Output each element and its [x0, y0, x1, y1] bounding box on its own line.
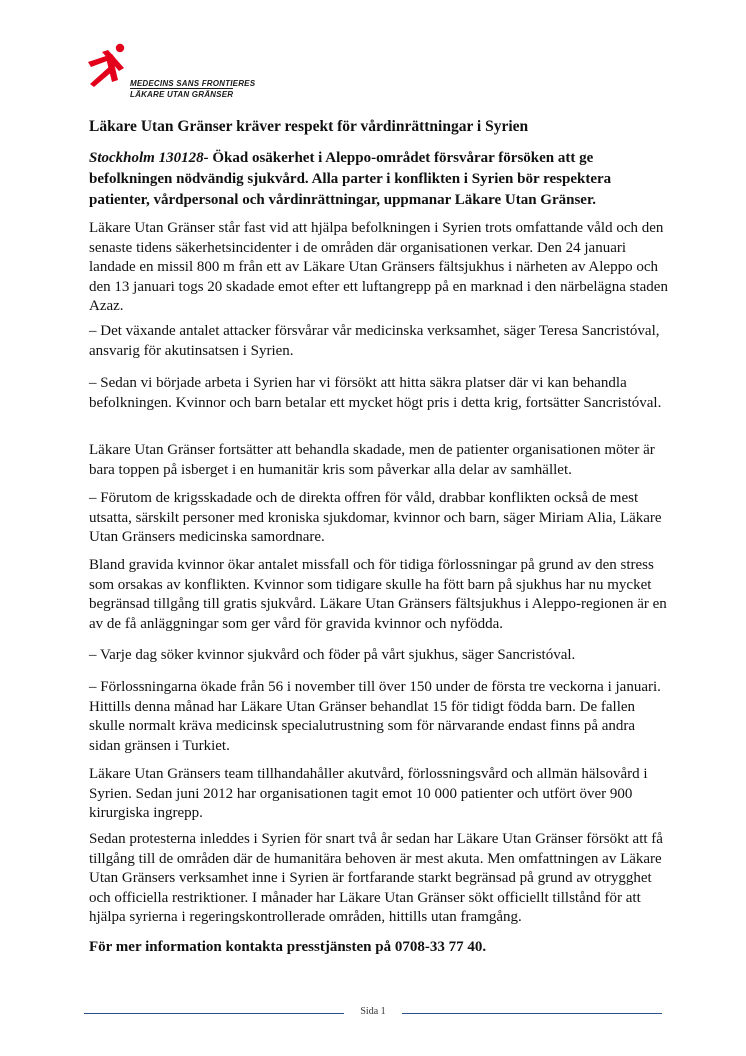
- page-title: Läkare Utan Gränser kräver respekt för vårdinrättningar i Syrien: [89, 118, 529, 135]
- body-paragraph: – Förutom de krigsskadade och de direkta offren för våld, drabbar konflikten också de mest utsatta, särskilt personer med kroniska sjukdomar, kvinnor och barn, säger Miriam Alia, Läkare Utan Gränsers medicinska samordnare.: [89, 490, 662, 545]
- contact-info: För mer information kontakta presstjänsten på 0708-33 77 40.: [89, 939, 487, 955]
- body-paragraph: Läkare Utan Gränsers team tillhandahåller akutvård, förlossningsvård och allmän hälsovård i Syrien. Sedan juni 2012 har organisationen tagit emot 10 000 patienter och utfört över 900 kirurgiska ingrepp.: [89, 766, 648, 821]
- msf-running-man-icon: [84, 42, 130, 88]
- body-paragraph: – Sedan vi började arbeta i Syrien har vi försökt att hitta säkra platser där vi kan behandla befolkningen. Kvinnor och barn betalar ett mycket högt pris i detta krig, fortsätter Sancristóval.: [89, 375, 662, 411]
- body-paragraph: – Förlossningarna ökade från 56 i november till över 150 under de första tre veckorna i januari. Hittills denna månad har Läkare Utan Gränser behandlat 15 för tidigt födda barn. De fallen skulle normalt kräva medicinsk specialutrustning som för närvarande endast finns på andra sidan gränsen i Turkiet.: [89, 679, 661, 754]
- body-paragraph: Läkare Utan Gränser fortsätter att behandla skadade, men de patienter organisationen möter är bara toppen på isberget i en humanitär kris som påverkar alla delar av samhället.: [89, 442, 655, 478]
- body-paragraph: – Det växande antalet attacker försvårar vår medicinska verksamhet, säger Teresa Sancristóval, ansvarig för akutinsatsen i Syrien.: [89, 323, 660, 359]
- body-paragraph: – Varje dag söker kvinnor sjukvård och föder på vårt sjukhus, säger Sancristóval.: [89, 647, 576, 663]
- lede-paragraph: [89, 148, 669, 211]
- page-number: Sida 1: [360, 1006, 386, 1017]
- footer-rule-left: [84, 1013, 344, 1014]
- logo-text-lug: LÄKARE UTAN GRÄNSER: [130, 90, 234, 99]
- logo-text-msf: MEDECINS SANS FRONTIERES: [130, 79, 256, 88]
- body-paragraph: Läkare Utan Gränser står fast vid att hjälpa befolkningen i Syrien trots omfattande våld och den senaste tidens säkerhetsincidenter i de områden där organisationen verkar. Den 24 januari landade en missil 800 m från ett av Läkare Utan Gränsers fältsjukhus i närheten av Aleppo och den 13 januari togs 20 skadade emot efter ett luftangrepp på en marknad i den närbelägna staden Azaz.: [89, 220, 668, 314]
- msf-logo: [84, 42, 284, 102]
- footer-rule-right: [402, 1013, 662, 1014]
- dateline: Stockholm 130128-: [89, 150, 209, 166]
- lede-text: Ökad osäkerhet i Aleppo-området försvårar försöken att ge befolkningen nödvändig sjukvård. Alla parter i konflikten i Syrien bör respektera patienter, vårdpersonal och vårdinrättningar, uppmanar Läkare Utan Gränser.: [89, 150, 612, 208]
- body-paragraph: Sedan protesterna inleddes i Syrien för snart två år sedan har Läkare Utan Gränser försökt att få tillgång till de områden där de humanitära behoven är mest akuta. Men omfattningen av Läkare Utan Gränsers verksamhet inne i Syrien är fortfarande starkt begränsad på grund av otrygghet och officiella restriktioner. I månader har Läkare Utan Gränser sökt officiellt tillstånd för att hjälpa syrierna i regeringskontrollerade områden, hittills utan framgång.: [89, 831, 663, 925]
- body-paragraph: Bland gravida kvinnor ökar antalet missfall och för tidiga förlossningar på grund av den stress som orsakas av konflikten. Kvinnor som tidigare skulle ha fött barn på sjukhus har nu mycket begränsad tillgång till gratis sjukvård. Läkare Utan Gränsers fältsjukhus i Aleppo-regionen är en av de få anläggningar som ger vård för gravida kvinnor och nyfödda.: [89, 557, 667, 632]
